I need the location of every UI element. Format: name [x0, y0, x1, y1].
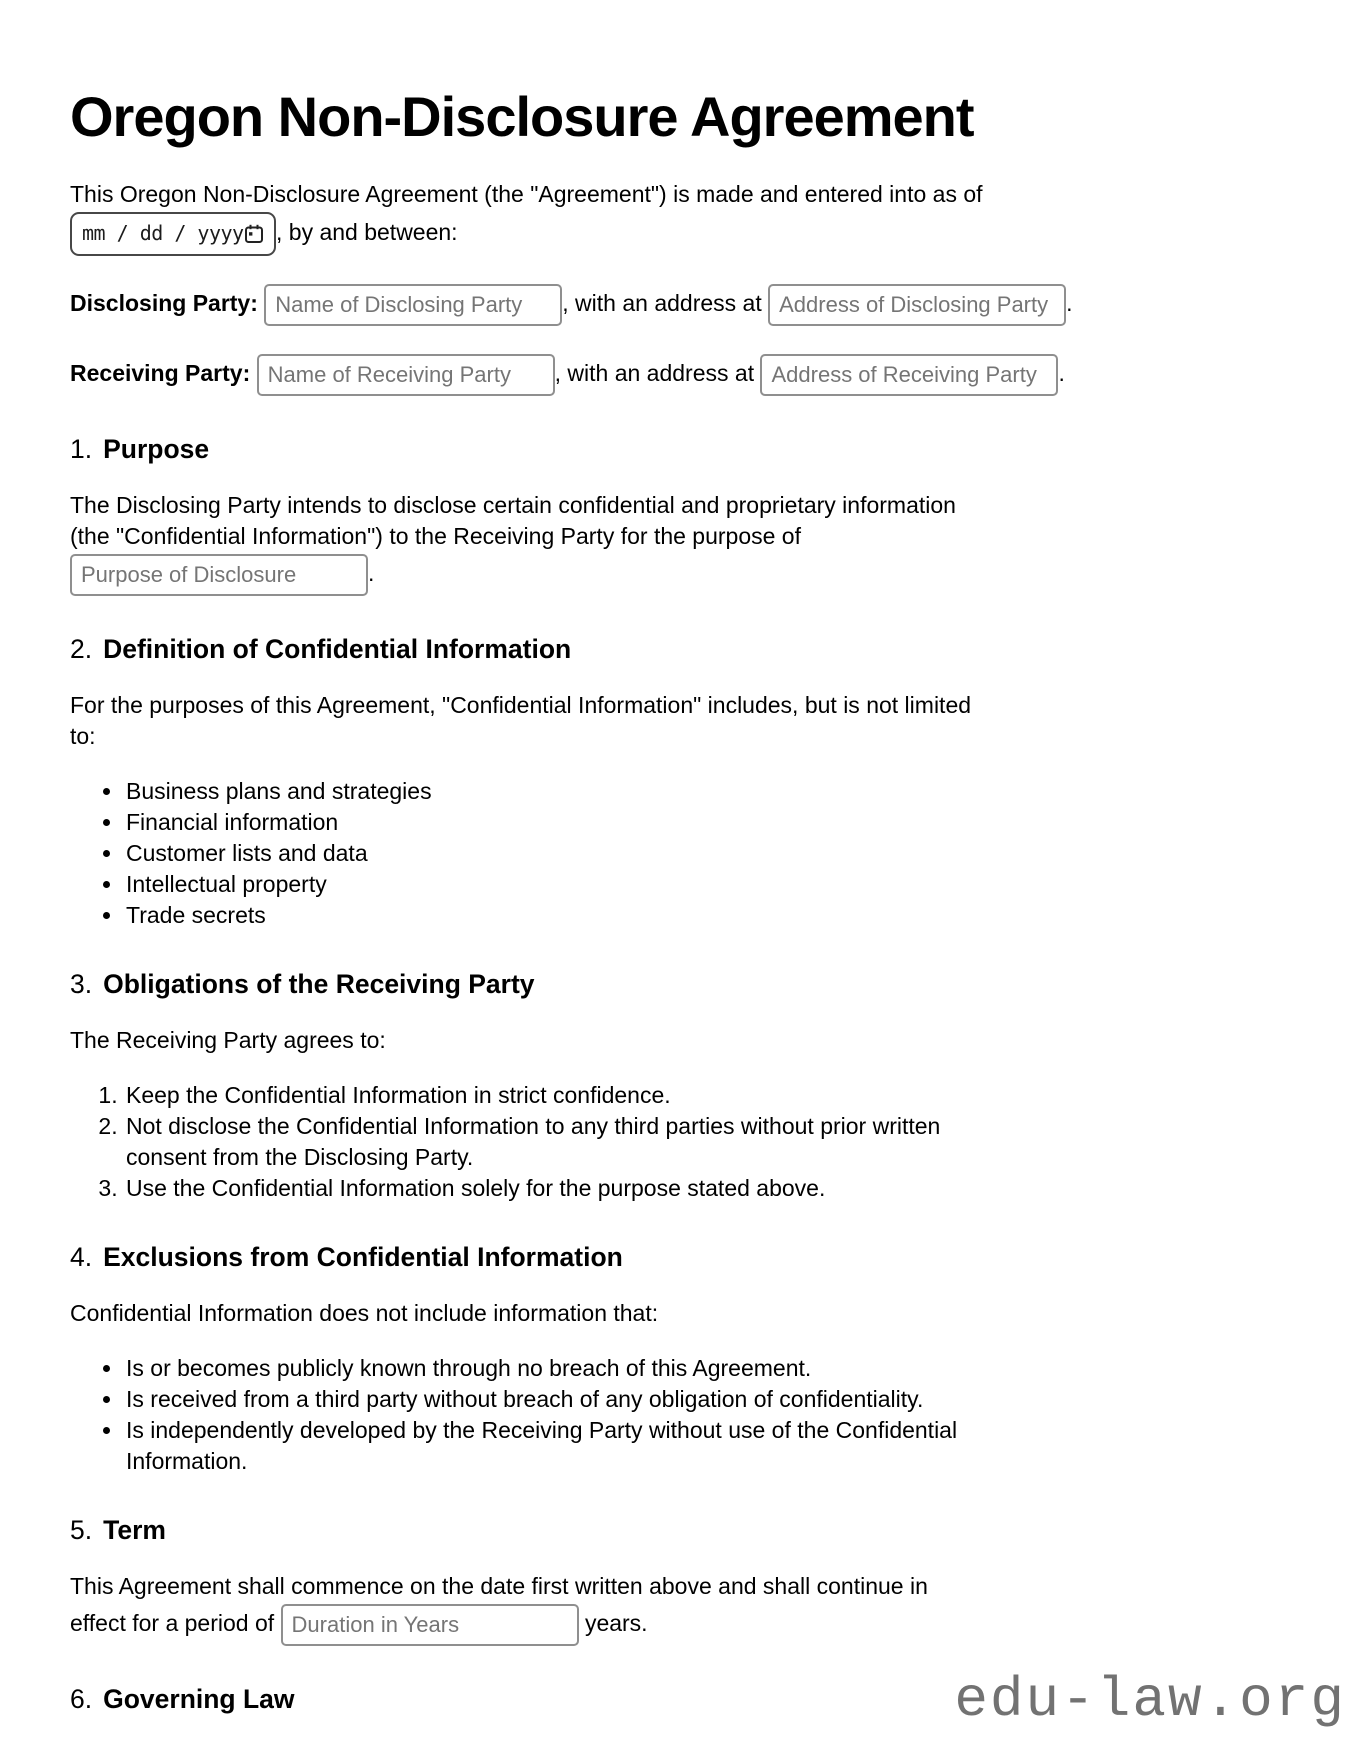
section-1-title: Purpose: [103, 433, 210, 464]
list-item: [124, 838, 1130, 869]
list-item: [124, 807, 1130, 838]
purpose-line-1: The Disclosing Party intends to disclose certain confidential and proprietary information: [70, 491, 956, 518]
list-item-text: 1. Keep the Confidential Information in strict confidence.: [126, 1081, 671, 1108]
definition-line-2: to:: [70, 722, 96, 749]
purpose-line-2: (the "Confidential Information") to the Receiving Party for the purpose of: [70, 522, 801, 549]
purpose-input[interactable]: [70, 554, 368, 596]
disclosing-party-address-input[interactable]: [768, 284, 1066, 326]
section-3-heading: [70, 967, 1130, 1001]
calendar-icon: [244, 224, 264, 244]
watermark-edu-law-org: edu-law.org: [954, 1668, 1346, 1732]
section-6-number: 6.: [70, 1683, 93, 1714]
page-title: Oregon Non-Disclosure Agreement: [70, 85, 974, 148]
disclosing-party-period: .: [1066, 289, 1073, 316]
list-item: [124, 776, 1130, 807]
date-placeholder-text: mm / dd / yyyy: [82, 221, 244, 246]
section-5-title: Term: [103, 1514, 166, 1545]
list-item-text: Information.: [126, 1447, 248, 1474]
term-line-2: [70, 1604, 1130, 1646]
section-6-title: Governing Law: [103, 1683, 295, 1714]
list-item-text: 3. Use the Confidential Information solely for the purpose stated above.: [126, 1174, 826, 1201]
term-paragraph: [70, 1571, 1130, 1646]
list-item: [124, 1415, 1130, 1477]
exclusions-list: [70, 1353, 1130, 1477]
list-item: [124, 1353, 1130, 1384]
list-item-text: Business plans and strategies: [126, 777, 432, 804]
disclosing-party-row: [70, 284, 1130, 326]
list-item: [124, 1384, 1130, 1415]
list-item-text: Financial information: [126, 808, 339, 835]
receiving-party-label: Receiving Party:: [70, 359, 251, 386]
term-line-1: This Agreement shall commence on the date first written above and shall continue in: [70, 1572, 928, 1599]
purpose-period: .: [368, 559, 375, 586]
obligations-paragraph: [70, 1025, 1130, 1056]
section-1-heading: [70, 432, 1130, 466]
section-3-title: Obligations of the Receiving Party: [103, 968, 535, 999]
receiving-party-middle-text: , with an address at: [554, 359, 755, 386]
intro-after-date: , by and between:: [276, 218, 458, 245]
list-item-text: consent from the Disclosing Party.: [126, 1143, 474, 1170]
section-2-title: Definition of Confidential Information: [103, 633, 572, 664]
duration-input[interactable]: [281, 1604, 579, 1646]
list-item: [124, 1080, 1130, 1111]
list-item-text: 2. Not disclose the Confidential Information to any third parties without prior written: [126, 1112, 941, 1139]
definition-paragraph: [70, 690, 1130, 752]
list-item: [124, 1111, 1130, 1173]
purpose-paragraph: [70, 490, 1130, 596]
list-item-text: Customer lists and data: [126, 839, 368, 866]
section-2-heading: [70, 632, 1130, 666]
exclusions-paragraph: [70, 1298, 1130, 1329]
receiving-party-period: .: [1058, 359, 1065, 386]
date-input[interactable]: [70, 212, 276, 256]
confidential-info-list: [70, 776, 1130, 931]
section-4-number: 4.: [70, 1241, 93, 1272]
section-5-heading: [70, 1513, 1130, 1547]
section-4-heading: [70, 1240, 1130, 1274]
list-item-text: Intellectual property: [126, 870, 327, 897]
section-4-title: Exclusions from Confidential Information: [103, 1241, 623, 1272]
section-1-number: 1.: [70, 433, 93, 464]
definition-line-1: For the purposes of this Agreement, "Confidential Information" includes, but is not limited: [70, 691, 972, 718]
list-item: [124, 900, 1130, 931]
section-2-number: 2.: [70, 633, 93, 664]
disclosing-party-label: Disclosing Party:: [70, 289, 258, 316]
section-3-number: 3.: [70, 968, 93, 999]
receiving-party-address-input[interactable]: [760, 354, 1058, 396]
term-pre-input-text: effect for a period of: [70, 1609, 275, 1636]
receiving-party-name-input[interactable]: [257, 354, 555, 396]
list-item: [124, 1173, 1130, 1204]
list-item: [124, 869, 1130, 900]
purpose-line-3: [70, 554, 1130, 596]
section-5-number: 5.: [70, 1514, 93, 1545]
disclosing-party-name-input[interactable]: [264, 284, 562, 326]
list-item-text: • Is received from a third party without breach of any obligation of confidentiality.: [126, 1385, 924, 1412]
disclosing-party-middle-text: , with an address at: [562, 289, 762, 316]
list-item-text: • Is or becomes publicly known through no breach of this Agreement.: [126, 1354, 812, 1381]
obligations-intro: The Receiving Party agrees to:: [70, 1026, 386, 1053]
exclusions-intro: Confidential Information does not include information that:: [70, 1299, 659, 1326]
term-post-input-text: years.: [584, 1609, 648, 1636]
list-item-text: Trade secrets: [126, 901, 266, 928]
intro-line-2: [70, 212, 1130, 256]
list-item-text: • Is independently developed by the Receiving Party without use of the Confidential: [126, 1416, 958, 1443]
obligations-list: [70, 1080, 1130, 1204]
receiving-party-row: [70, 354, 1130, 396]
intro-paragraph: [70, 179, 1130, 256]
intro-line-1: This Oregon Non-Disclosure Agreement (the "Agreement") is made and entered into as of: [70, 180, 983, 207]
